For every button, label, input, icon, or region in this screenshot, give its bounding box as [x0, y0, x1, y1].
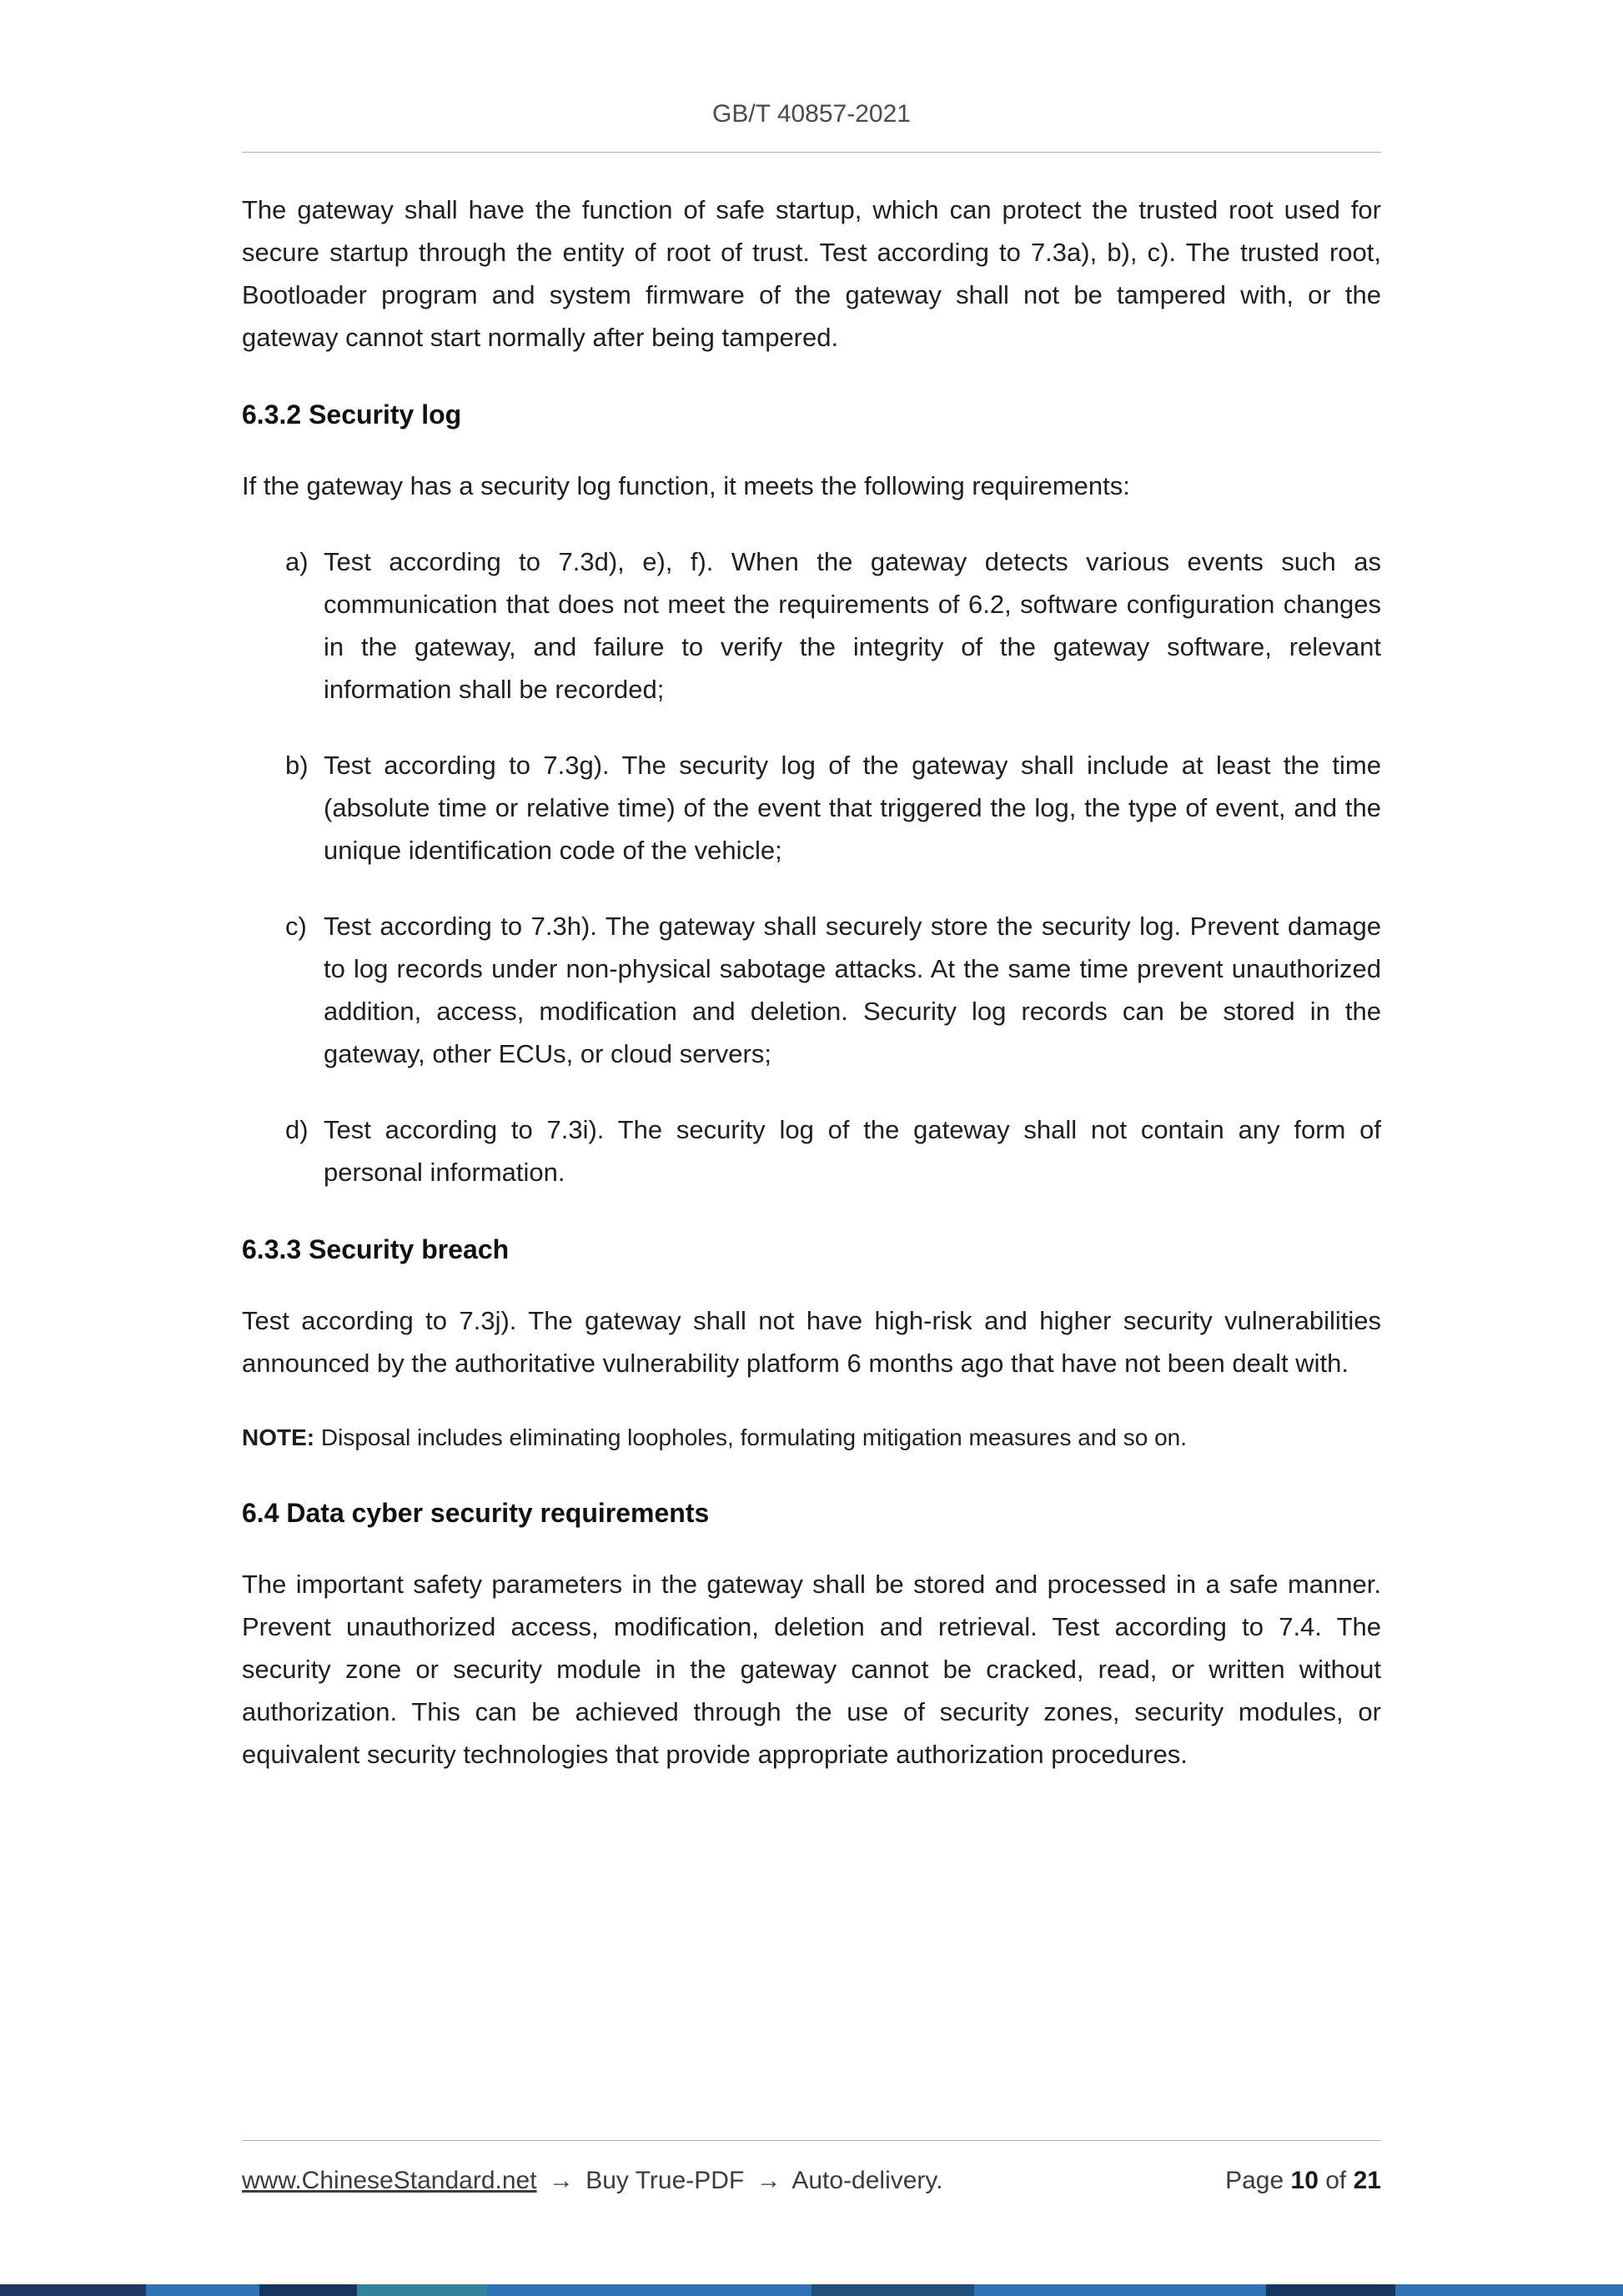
- doc-number: GB/T 40857-2021: [712, 100, 911, 128]
- list-item-a-text: Test according to 7.3d), e), f). When the gateway detects various events such as communication that does not meet the requirements of 6.2, software configuration changes in the gateway, and failure to verify the integrity of the gateway software, relevant information shall be recorded;: [324, 547, 1381, 704]
- arrow-icon: →: [756, 2167, 781, 2194]
- security-log-requirements-list: [242, 540, 1381, 1193]
- list-item-c-text: Test according to 7.3h). The gateway shall securely store the security log. Prevent damage to log records under non-physical sabotage attacks. At the same time prevent unauthorized addition, access, modification and deletion. Security log records can be stored in the gateway, other ECUs, or cloud servers;: [324, 912, 1381, 1068]
- paragraph-safe-startup: The gateway shall have the function of safe startup, which can protect the trusted root used for secure startup through the entity of root of trust. Test according to 7.3a), b), c). The trusted root, Bootloader program and system firmware of the gateway shall not be tampered with, or the gateway cannot start normally after being tampered.: [242, 195, 1381, 352]
- auto-delivery-label: Auto-delivery.: [791, 2167, 943, 2194]
- note-label: NOTE:: [242, 1424, 315, 1450]
- list-item-a: [242, 540, 1381, 711]
- arrow-icon: →: [548, 2167, 574, 2194]
- buy-true-pdf-label: Buy True-PDF: [585, 2167, 745, 2194]
- list-item-b-text: Test according to 7.3g). The security log of the gateway shall include at least the time (absolute time or relative time) of the event that triggered the log, the type of event, and the unique identification code of the vehicle;: [324, 751, 1381, 865]
- note-text: Disposal includes eliminating loopholes, formulating mitigation measures and so on.: [320, 1424, 1188, 1450]
- site-link[interactable]: www.ChineseStandard.net: [242, 2167, 537, 2194]
- color-bar-segment: [357, 2284, 487, 2296]
- of-label: of: [1325, 2167, 1347, 2194]
- heading-6-4-data-cyber-security: 6.4 Data cyber security requirements: [242, 1498, 710, 1528]
- list-item-b-label: b): [285, 751, 309, 780]
- page-footer: [242, 2167, 1381, 2195]
- color-bar-segment: [487, 2284, 812, 2296]
- list-item-d-label: d): [285, 1115, 309, 1144]
- color-bar-segment: [259, 2284, 357, 2296]
- footer-color-bar: [0, 2284, 1623, 2296]
- color-bar-segment: [1395, 2284, 1622, 2296]
- page-total: 21: [1353, 2167, 1381, 2194]
- heading-6-3-2-security-log: 6.3.2 Security log: [242, 399, 462, 430]
- footer-links: [242, 2167, 943, 2195]
- color-bar-segment: [146, 2284, 259, 2296]
- list-item-a-label: a): [285, 547, 309, 576]
- document-content: [242, 188, 1381, 1776]
- page-indicator: [1225, 2167, 1381, 2195]
- list-item-c-label: c): [285, 912, 307, 941]
- page-current: 10: [1290, 2167, 1319, 2194]
- list-item-d-text: Test according to 7.3i). The security log of the gateway shall not contain any form of personal information.: [324, 1115, 1381, 1187]
- list-item-d: [242, 1108, 1381, 1193]
- list-item-c: [242, 905, 1381, 1075]
- color-bar-segment: [0, 2284, 146, 2296]
- footer-divider: [242, 2140, 1381, 2141]
- color-bar-segment: [812, 2284, 974, 2296]
- color-bar-segment: [974, 2284, 1266, 2296]
- paragraph-data-cyber-security: The important safety parameters in the gateway shall be stored and processed in a safe manner. Prevent unauthorized access, modification, deletion and retrieval. Test according to 7.4. The security zone or security module in the gateway cannot be cracked, read, or written without authorization. This can be achieved through the use of security zones, security modules, or equivalent security technologies that provide appropriate authorization procedures.: [242, 1570, 1381, 1769]
- page-header: [0, 0, 1623, 128]
- color-bar-segment: [1266, 2284, 1396, 2296]
- paragraph-security-breach: Test according to 7.3j). The gateway shall not have high-risk and higher security vulnerabilities announced by the authoritative vulnerability platform 6 months ago that have not been dealt with.: [242, 1306, 1381, 1378]
- heading-6-3-3-security-breach: 6.3.3 Security breach: [242, 1234, 510, 1264]
- note-paragraph: [242, 1418, 1381, 1457]
- paragraph-security-log-lead: If the gateway has a security log function, it meets the following requirements:: [242, 471, 1130, 500]
- page-label: Page: [1225, 2167, 1284, 2194]
- header-divider: [242, 152, 1381, 153]
- list-item-b: [242, 744, 1381, 872]
